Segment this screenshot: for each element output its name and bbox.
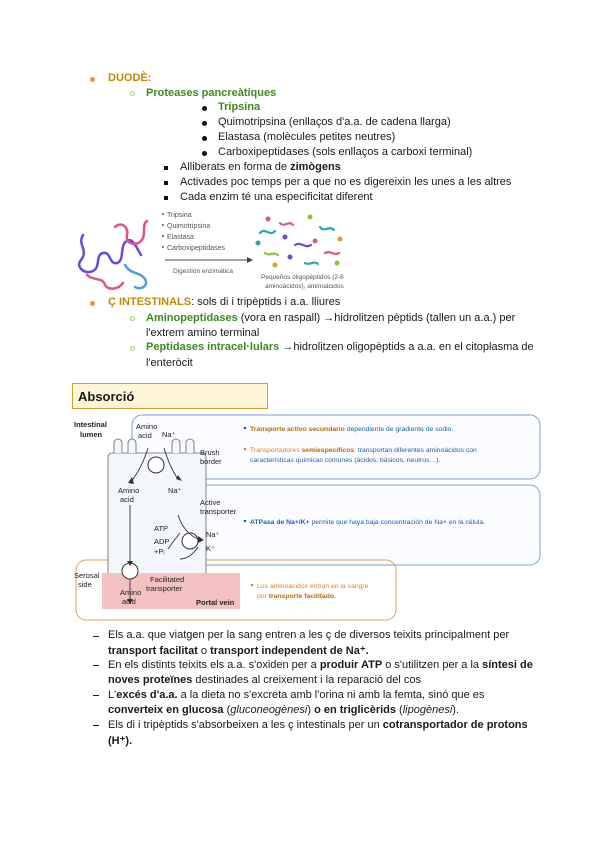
label-serosal-1: Serosal	[74, 571, 100, 580]
label-amino-mid-2: acid	[120, 495, 134, 504]
bullet4-pre: Els di i tripèptids s'absorbeixen a les ç intestinals per un	[108, 719, 383, 731]
note-especificitat: Cada enzim té una especificitat diferent	[180, 191, 373, 203]
label-amino-bottom-1: Amino	[120, 588, 142, 597]
bullet-ring-aminopeptidases	[130, 316, 135, 321]
bullet3-bold3: o en triglicèrids	[311, 704, 396, 716]
note-dot-2	[244, 448, 247, 451]
enzyme-list-graphic	[162, 212, 225, 252]
label-intestinal: Intestinal	[74, 420, 107, 429]
fig-list-quimotripsina: Quimotripsina	[167, 223, 211, 230]
bullet3-rest: a la dieta no s'excreta amb l'orina ni amb la femta, sinó que es	[177, 689, 485, 701]
label-serosal-2: side	[78, 580, 92, 589]
label-brush-2: border	[200, 457, 222, 466]
digestion-arrowhead	[247, 257, 253, 263]
label-atp: ATP	[154, 524, 169, 533]
aminopeptidases-rest1: (vora en raspall) →hidrolitzen pèptids (tallen un a.a.) per	[237, 312, 516, 324]
amino-acid-dots	[256, 215, 343, 268]
label-adp: ADP	[154, 537, 170, 546]
fig-list-tripsina: Tripsina	[167, 212, 192, 219]
bullet-ring-proteases	[130, 91, 135, 96]
bullet2-line1	[108, 659, 533, 671]
bullet2-mid: o s'utilitzen per a la	[382, 659, 483, 671]
atpase-circle	[182, 533, 198, 549]
label-brush-1: Brush	[200, 448, 220, 457]
note4-prefix: por	[257, 593, 269, 600]
aminopeptidases-line1	[146, 312, 515, 324]
bullet3-bold1: excés d'a.a.	[116, 689, 178, 701]
absorption-diagram	[72, 413, 572, 628]
cotransporter-circle	[148, 457, 164, 473]
label-na-right: Na⁺	[206, 530, 220, 539]
note-zimogens-text: Alliberats en forma de	[180, 161, 291, 173]
bullet3-line1	[108, 689, 484, 701]
note2-line2: características químicas comunes (ácidos, básicos, neutros…).	[250, 457, 441, 464]
note-dot-1	[244, 427, 247, 430]
bullet2-pre: En els distints teixits els a.a. s'oxiden per a	[108, 659, 320, 671]
dash-4	[93, 725, 99, 726]
intestinals-heading: Ç INTESTINALS	[108, 296, 192, 308]
note3-bold: ATPasa de Na+/K+	[250, 519, 310, 526]
bullet3-ital1: gluconeogènesi	[230, 704, 308, 716]
bullet1-line1: Els a.a. que viatgen per la sang entren a les ç de diversos teixits principalment per	[108, 629, 510, 641]
note4-highlight: transporte facilitado.	[268, 593, 336, 600]
label-active-1: Active	[200, 498, 221, 507]
enzyme-quimotripsina: Quimotripsina (enllaços d'a.a. de cadena llarga)	[218, 116, 451, 128]
intestinals-line	[108, 296, 340, 308]
bullet1-line2	[108, 644, 369, 657]
note-zimogens	[180, 161, 341, 173]
note2-highlight: semiespecíficos	[301, 447, 355, 454]
aminopeptidases-bold: Aminopeptidases	[146, 312, 238, 324]
note4-line1: Los aminoácidos entran en la sangre	[257, 583, 369, 590]
note2-rest: : transportan diferentes aminoácidos con	[354, 447, 477, 454]
fig-list-elastasa: Elastasa	[167, 234, 194, 241]
note-dot-3	[244, 520, 247, 523]
square-bullet-2	[164, 181, 168, 185]
bullet-dot-carboxi	[202, 151, 207, 156]
note-activades: Activades poc temps per a que no es digereixin les unes a les altres	[180, 176, 512, 188]
square-bullet-3	[164, 196, 168, 200]
bullet2-rest: destinades al creixement i la reparació del cos	[192, 674, 422, 686]
duode-heading: DUODÈ:	[108, 72, 152, 84]
bullet3-line2: converteix en glucosa (gluconeogènesi) o en triglicèrids (lipogènesi).	[108, 704, 460, 716]
bullet-dot-duode	[90, 77, 95, 82]
label-active-2: transporter	[200, 507, 237, 516]
peptides-graphic	[260, 223, 339, 264]
bullet4-bold: cotransportador de protons	[382, 719, 528, 731]
note-zimogens-bold: zimògens	[290, 161, 341, 173]
intracel-line2: l'enteròcit	[146, 357, 193, 369]
bullet3-bold2: converteix en glucosa	[108, 704, 224, 716]
label-na-top: Na⁺	[162, 430, 176, 439]
note3-rest: permite que haya baja concentración de Na+ en la célula.	[309, 519, 486, 526]
bullet-dot-intestinals	[90, 301, 95, 306]
fig-list-carboxipeptidases: Carboxipeptidases	[167, 245, 225, 252]
bullet4-line2: (H⁺).	[108, 735, 133, 747]
bullet-dot-tripsina	[202, 106, 207, 111]
fig-arrow-label: Digestión enzimática	[173, 268, 233, 275]
bullet-dot-elastasa	[202, 136, 207, 141]
bullet2-bold3: noves proteïnes	[108, 674, 193, 686]
enzyme-elastasa: Elastasa (molècules petites neutres)	[218, 131, 396, 143]
note3	[250, 519, 485, 526]
absorcio-title: Absorció	[78, 389, 135, 404]
label-facilitated-2: transporter	[146, 584, 183, 593]
label-na-mid: Na⁺	[168, 486, 182, 495]
bullet1-bold2: transport independent de Na⁺.	[210, 645, 369, 657]
digestion-figure	[75, 205, 415, 295]
label-amino-top-1: Amino	[136, 422, 158, 431]
aminopeptidases-line2: l'extrem amino terminal	[146, 327, 260, 339]
bullet1-mid: o	[197, 645, 211, 657]
fig-result-label-1: Pequeños oligopéptidos (2-6	[261, 274, 344, 281]
label-portal-vein: Portal vein	[196, 598, 235, 607]
dash-3	[93, 695, 99, 696]
dash-1	[93, 636, 99, 637]
dash-2	[93, 665, 99, 666]
note4-line2	[257, 593, 336, 600]
proteases-label: Proteases pancreàtiques	[146, 87, 277, 99]
bullet2-bold2: síntesi de	[482, 659, 533, 671]
square-bullet-1	[164, 166, 168, 170]
label-amino-top-2: acid	[138, 431, 152, 440]
enzyme-carboxipeptidases: Carboxipeptidases (sols enllaços a carboxi terminal)	[218, 146, 473, 158]
bullet3-ital2: lipogènesi	[402, 704, 453, 716]
bullet4-line1	[108, 719, 528, 731]
note1	[250, 426, 453, 433]
bullet3-pre: L'	[108, 689, 117, 701]
label-pi: +Pᵢ	[154, 547, 165, 556]
absorcio-title-box	[72, 383, 268, 409]
bullet-dot-quimo	[202, 121, 207, 126]
bullet2-bold1: produir ATP	[319, 659, 383, 671]
label-facilitated-1: Facilitated	[150, 575, 185, 584]
bullet-ring-intracel	[130, 346, 135, 351]
label-amino-bottom-2: acid	[122, 597, 136, 606]
protein-chain-graphic	[79, 221, 147, 289]
note1-rest: dependiente de gradiente de sodio.	[344, 426, 454, 433]
label-k-plus: K⁺	[206, 544, 215, 553]
label-amino-mid-1: Amino	[118, 486, 140, 495]
note2-prefix: Transportadores	[250, 447, 302, 454]
bullet2-line2	[108, 674, 421, 686]
note2-line1	[250, 447, 477, 454]
intestinals-heading-rest: : sols di i tripèptids i a.a. lliures	[191, 296, 341, 308]
note1-highlight: Transporte activo secundario	[250, 426, 345, 433]
enzyme-tripsina: Tripsina	[218, 101, 261, 113]
intracel-rest1: →hidrolitzen oligopèptids a a.a. en el citoplasma de	[279, 341, 534, 353]
bullet1-bold1: transport facilitat	[108, 645, 198, 657]
intracel-bold: Peptidases intracel·lulars	[146, 341, 280, 353]
intracel-line1	[146, 341, 534, 353]
note-dot-4	[251, 584, 254, 587]
label-lumen: lumen	[80, 430, 103, 439]
fig-result-label-2: aminoácidos), aminoácidos	[265, 283, 344, 290]
